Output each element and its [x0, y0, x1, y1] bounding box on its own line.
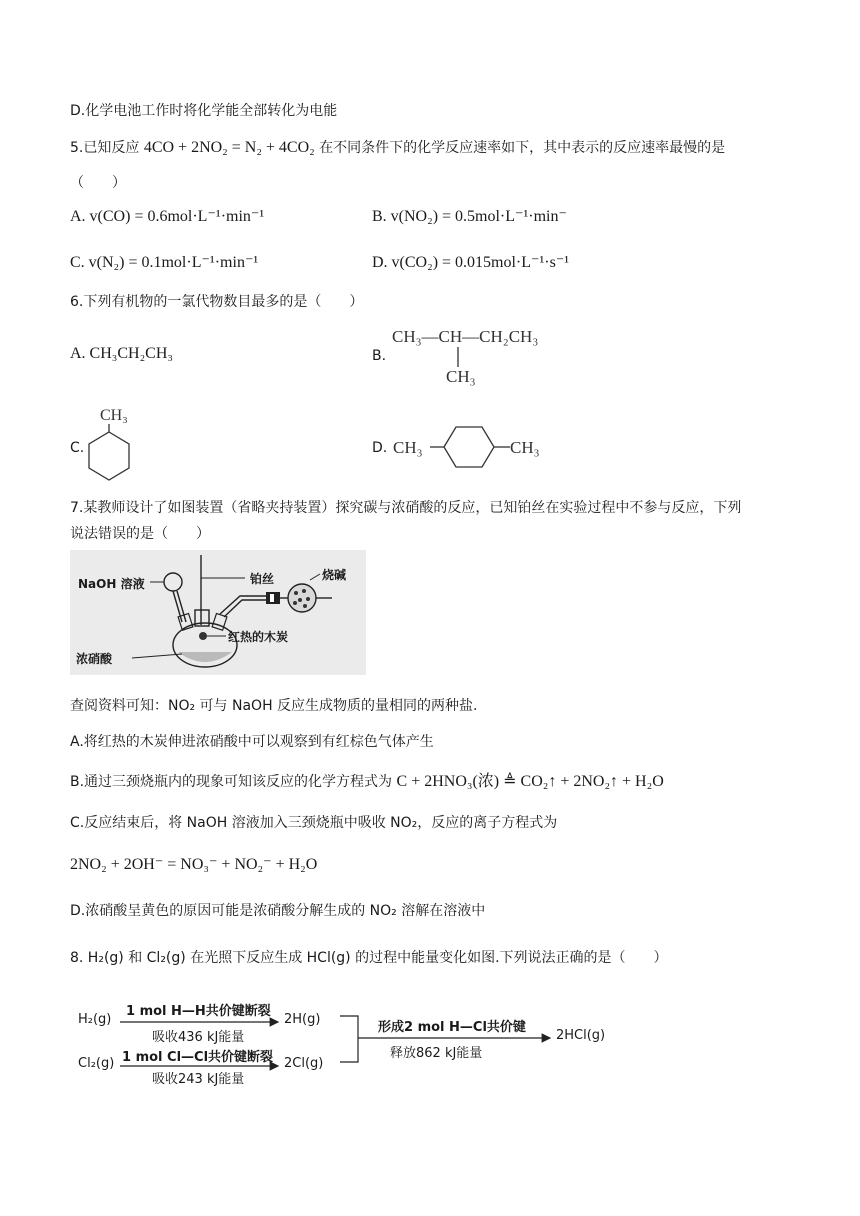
cyclohexane-ring-d [430, 425, 512, 469]
q7-option-d: D.浓硝酸呈黄色的原因可能是浓硝酸分解生成的 NO₂ 溶解在溶液中 [70, 903, 486, 919]
fig-form-bond: 形成2 mol H—Cl共价键 [378, 1020, 526, 1035]
q6-option-b-main: CH₃—CH—CH₂CH₃ [392, 327, 539, 346]
q7-option-b-text: B.通过三颈烧瓶内的现象可知该反应的化学方程式为 [70, 774, 393, 790]
q6-stem: 6.下列有机物的一氯代物数目最多的是（ ） [70, 294, 364, 310]
q5-stem-pre: 已知反应 [83, 140, 140, 156]
q6-option-b-branch: CH₃ [446, 367, 476, 386]
q6-option-c-group: CH₃ [100, 407, 128, 424]
q5-stem-post: 在不同条件下的化学反应速率如下，其中表示的反应速率最慢的是 [319, 140, 726, 156]
fig-release: 释放862 kJ能量 [390, 1046, 483, 1061]
q6-b-branch-bond [455, 347, 461, 367]
q7-stem-line2: 说法错误的是（ ） [70, 526, 210, 542]
cyclohexane-ring-c [86, 424, 134, 484]
label-caustic-soda: 烧碱 [322, 568, 347, 582]
label-platinum-wire: 铂丝 [250, 572, 275, 586]
q5-blank: （ ） [70, 175, 126, 191]
fig-cl-break: 1 mol Cl—Cl共价键断裂 [122, 1050, 274, 1065]
q6-option-d-label: D. [372, 440, 388, 456]
q5-reaction: 4CO + 2NO₂ = N₂ + 4CO₂ [143, 139, 315, 156]
q7-info: 查阅资料可知：NO₂ 可与 NaOH 反应生成物质的量相同的两种盐. [70, 698, 478, 714]
q7-stem-line1: 7.某教师设计了如图装置（省略夹持装置）探究碳与浓硝酸的反应，已知铂丝在实验过程中不参与反应，下列 [70, 500, 742, 516]
fig-product-hcl: 2HCl(g) [556, 1028, 606, 1043]
q6-option-b-label: B. [372, 348, 387, 364]
label-conc-nitric-acid: 浓硝酸 [76, 652, 113, 666]
fig-cl2: Cl₂(g) [78, 1056, 115, 1071]
q5-option-b: B. v(NO₂) = 0.5mol·L⁻¹·min⁻ [372, 208, 567, 225]
energy-diagram [78, 990, 618, 1087]
fig-h-break: 1 mol H—H共价键断裂 [126, 1004, 271, 1019]
label-hot-charcoal: 红热的木炭 [228, 630, 289, 644]
q5-option-d: D. v(CO₂) = 0.015mol·L⁻¹·s⁻¹ [372, 254, 570, 271]
fig-h-product: 2H(g) [284, 1012, 321, 1027]
fig-cl-absorb: 吸收243 kJ能量 [152, 1072, 245, 1087]
label-naoh-solution: NaOH 溶液 [78, 577, 145, 591]
q6-option-c-label: C. [70, 440, 85, 456]
fig-h-absorb: 吸收436 kJ能量 [152, 1030, 245, 1045]
fig-h2: H₂(g) [78, 1012, 112, 1027]
q7-option-c-equation: 2NO₂ + 2OH⁻ = NO₃⁻ + NO₂⁻ + H₂O [70, 856, 318, 873]
q7-option-a: A.将红热的木炭伸进浓硝酸中可以观察到有红棕色气体产生 [70, 734, 434, 750]
q5-stem [70, 137, 725, 157]
fig-cl-product: 2Cl(g) [284, 1056, 324, 1071]
q5-number: 5. [70, 140, 84, 156]
q5-option-c: C. v(N₂) = 0.1mol·L⁻¹·min⁻¹ [70, 254, 259, 271]
q6-option-a: A. CH₃CH₂CH₃ [70, 345, 173, 362]
q7-option-b-equation: C + 2HNO₃(浓) ≜ CO₂↑ + 2NO₂↑ + H₂O [396, 773, 664, 790]
q6-option-d-right: CH₃ [510, 438, 540, 457]
q5-option-a: A. v(CO) = 0.6mol·L⁻¹·min⁻¹ [70, 208, 265, 225]
apparatus-diagram [70, 550, 366, 675]
q4-option-d: D.化学电池工作时将化学能全部转化为电能 [70, 103, 338, 119]
q7-option-b [70, 768, 664, 791]
q8-stem: 8. H₂(g) 和 Cl₂(g) 在光照下反应生成 HCl(g) 的过程中能量变化如图.下列说法正确的是（ ） [70, 950, 668, 966]
q6-option-d-left: CH₃ [393, 438, 423, 457]
q7-option-c: C.反应结束后，将 NaOH 溶液加入三颈烧瓶中吸收 NO₂，反应的离子方程式为 [70, 815, 558, 831]
